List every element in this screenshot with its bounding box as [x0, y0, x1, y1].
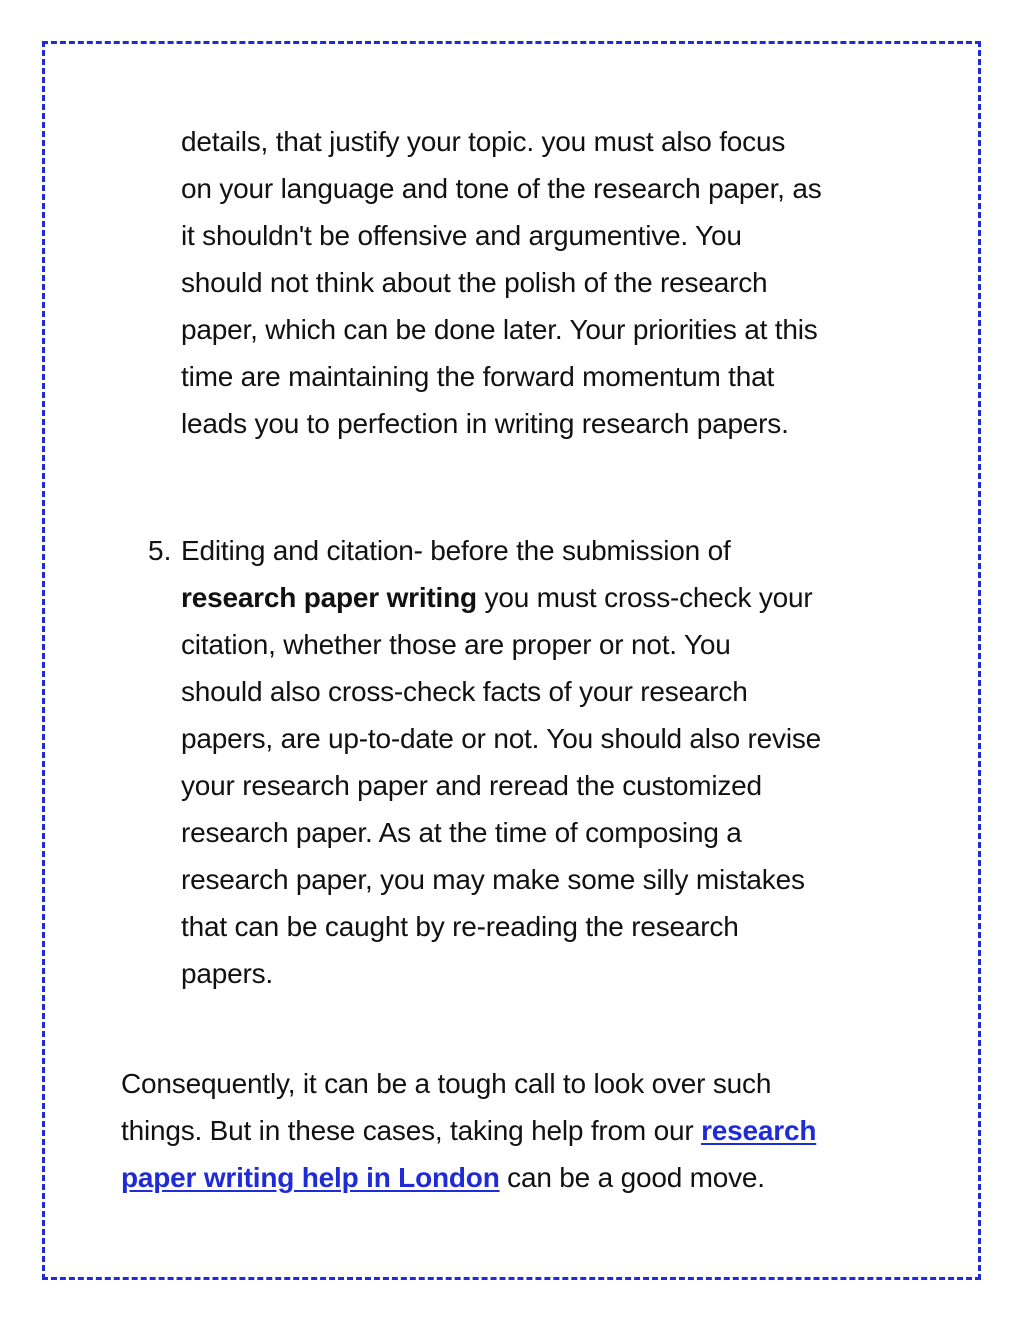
paragraph-line: it shouldn't be offensive and argumentive. You	[181, 220, 742, 251]
paragraph-line: that can be caught by re-reading the research	[181, 911, 739, 942]
paragraph-line: papers.	[181, 958, 273, 989]
paragraph-line: your research paper and reread the customized	[181, 770, 762, 801]
paragraph-line	[121, 1154, 765, 1201]
paragraph-line: papers, are up-to-date or not. You should also revise	[181, 723, 822, 754]
line-text: you must cross-check your	[476, 582, 813, 613]
paragraph-line: Editing and citation- before the submission of	[181, 535, 731, 566]
paragraph-line: details, that justify your topic. you must also focus	[181, 126, 786, 157]
paragraph-line: time are maintaining the forward momentum that	[181, 361, 775, 392]
paragraph-line: paper, which can be done later. Your priorities at this	[181, 314, 818, 345]
paragraph-line: should also cross-check facts of your research	[181, 676, 748, 707]
paragraph-line	[121, 1107, 816, 1154]
paragraph-line: citation, whether those are proper or not. You	[181, 629, 731, 660]
research-help-link[interactable]: paper writing help in London	[121, 1162, 500, 1193]
bold-keyword: research paper writing	[181, 582, 477, 613]
paragraph-line: leads you to perfection in writing research papers.	[181, 408, 789, 439]
line-text: things. But in these cases, taking help from our	[121, 1115, 702, 1146]
paragraph-line: on your language and tone of the research paper, as	[181, 173, 822, 204]
research-help-link[interactable]: research	[701, 1115, 817, 1146]
paragraph-line: research paper, you may make some silly mistakes	[181, 864, 805, 895]
list-number: 5.	[148, 535, 172, 566]
paragraph-line	[181, 574, 813, 621]
line-text: can be a good move.	[499, 1162, 765, 1193]
paragraph-line: Consequently, it can be a tough call to look over such	[121, 1068, 772, 1099]
paragraph-line: research paper. As at the time of composing a	[181, 817, 742, 848]
paragraph-line: should not think about the polish of the research	[181, 267, 768, 298]
